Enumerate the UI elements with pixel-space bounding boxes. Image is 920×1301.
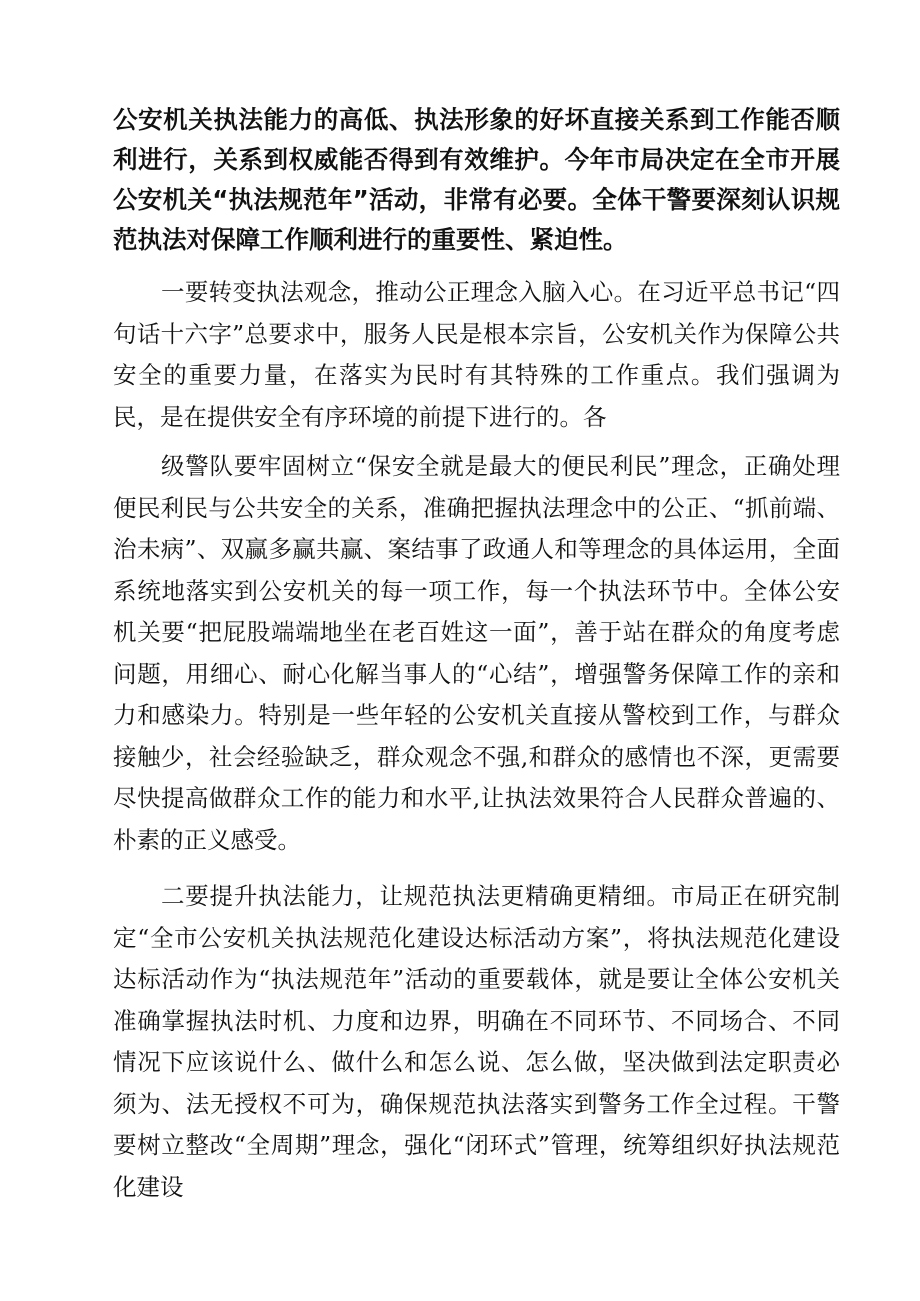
paragraph-change-concept: 一要转变执法观念，推动公正理念入脑入心。在习近平总书记“四句话十六字”总要求中，服务人民是根本宗旨，公安机关作为保障公共安全的重要力量，在落实为民时有其特殊的工作重点。我们强调为民，是在提供安全有序环境的前提下进行的。各 xyxy=(113,278,840,431)
intro-paragraph: 公安机关执法能力的高低、执法形象的好坏直接关系到工作能否顺利进行，关系到权威能否得到有效维护。今年市局决定在全市开展公安机关“执法规范年”活动，非常有必要。全体干警要深刻认识规范执法对保障工作顺利进行的重要性、紧迫性。 xyxy=(113,105,840,254)
paragraph-improve-ability: 二要提升执法能力，让规范执法更精确更精细。市局正在研究制定“全市公安机关执法规范化建设达标活动方案”，将执法规范化建设达标活动作为“执法规范年”活动的重要载体，就是要让全体公安机关准确掌握执法时机、力度和边界，明确在不同环节、不同场合、不同情况下应该说什么、做什么和怎么说、怎么做，坚决做到法定职责必须为、法无授权不可为，确保规范执法落实到警务工作全过程。干警要树立整改“全周期”理念，强化“闭环式”管理，统筹组织好执法规范化建设 xyxy=(113,882,840,1201)
paragraph-safety-first: 级警队要牢固树立“保安全就是最大的便民利民”理念，正确处理便民利民与公共安全的关系，准确把握执法理念中的公正、“抓前端、治未病”、双赢多赢共赢、案结事了政通人和等理念的具体运用，全面系统地落实到公安机关的每一项工作，每一个执法环节中。全体公安机关要“把屁股端端地坐在老百姓这一面”，善于站在群众的角度考虑问题，用细心、耐心化解当事人的“心结”，增强警务保障工作的亲和力和感染力。特别是一些年轻的公安机关直接从警校到工作，与群众接触少，社会经验缺乏，群众观念不强,和群众的感情也不深，更需要尽快提高做群众工作的能力和水平,让执法效果符合人民群众普遍的、朴素的正义感受。 xyxy=(113,452,840,854)
